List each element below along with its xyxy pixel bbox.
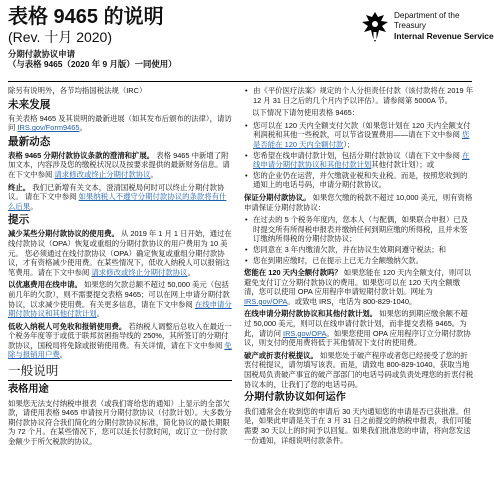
revision-date: (Rev. 十月 2020) xyxy=(8,29,112,45)
do-not-use-list xyxy=(244,121,474,190)
guaranteed-list xyxy=(244,215,474,265)
header-divider xyxy=(8,81,472,82)
link-modify-terminate-2[interactable]: 请求修改或终止分期付款协议 xyxy=(91,267,188,277)
irs-logo xyxy=(360,8,494,52)
how-it-works-paragraph: 我们通常会在收到您的申请后 30 天内通知您的申请是否已获批准。但是，如果此申请是关于在 3 月 31 日之前提交的纳税申报表，我们可能需要 30 天以上的时间予以回复。如果我们批准您的申请，将向您发送一份通知，详细说明付款条件。 xyxy=(244,406,472,445)
heading-general-instructions: 一般说明 xyxy=(8,364,232,381)
link-consequences[interactable]: 如果纳税人不遵守分期付款协议的条款将有什么后果 xyxy=(8,192,227,211)
list-item: • 在过去的 5 个税务年度内，您本人（与配偶，如果联合申报）已及时提交所有所得税申报表并缴纳任何到期应缴的所得税，且并未签订缴纳所得税的分期付款协议； xyxy=(253,215,474,244)
termination-paragraph: 终止。 我们已新增有关文本，澄清国税局何时可以终止分期付款协议。 请在下文中参阅 如果纳税人不遵守分期付款协议的条款将有什么后果。 xyxy=(8,182,227,211)
link-apply-online[interactable]: 在线申请分期付款协议和其他付款计划 xyxy=(8,299,232,319)
heading-purpose-of-form: 表格用途 xyxy=(8,384,49,396)
logo-text xyxy=(394,11,494,41)
list-item: • 您的企业仍在运营，并欠缴就业税和失业税。而是，按照您收到的通知上的电话号码，申请分期付款协议。 xyxy=(253,171,474,190)
document-header xyxy=(8,6,308,69)
list-item: • 您希望在线申请付款计划，包括分期付款协议（请在下文中参阅 在线申请分期付款协议和其他付款计划其他付款计划）；或 xyxy=(253,151,474,170)
heading-reminders: 提示 xyxy=(8,214,30,227)
link-irs-opa[interactable]: IRS.gov/OPA xyxy=(244,296,288,306)
online-plan-paragraph: 在线申请分期付款协议和其他付款计划。 如果您的到期应缴余额不超过 50,000 美元，则可以在线申请付款计划，而非提交表格 9465。为此，请访问 IRS.gov/OPA。如果您使用 OPA 应用程序订立分期付款协议，则支付的使用费将低于其他情况下支付的使用费。 xyxy=(244,309,471,348)
document-title: 表格 9465 的说明 xyxy=(8,6,164,28)
logo-line-department: Department of the xyxy=(394,11,460,20)
link-irs-opa-2[interactable]: IRS.gov/OPA xyxy=(283,328,327,338)
apply-online-paragraph: 以优惠费用在线申请。 如果您的欠款总额不超过 50,000 美元（包括前几年的欠款），则不需要提交表格 9465；可以在网上申请分期付款协议，以求减少使用费。有关更多信息，请在下文中参阅 在线申请分期付款协议和其他付款计划。 xyxy=(8,280,232,319)
pay-120-days-paragraph: 您能在 120 天内全额付款吗？ 如果您能在 120 天内全额支付，则可以避免支付订立分期付款协议的费用。如果您可以在 120 天内全额缴清，您可以使用 OPA 应用程序申请短期付款计划。网址为 IRS.gov/OPA。或致电 IRS，电话为 800-829-1040。 xyxy=(244,268,472,306)
heading-how-it-works: 分期付款协议如何运作 xyxy=(244,392,346,404)
link-apply-online-2[interactable]: 在线申请分期付款协议和其他付款计划 xyxy=(253,150,470,170)
bankruptcy-paragraph: 破产或折衷付税提议。 如果您处于破产程序或者您已经接受了您的折衷付税提议，请勿填写该表。而是，请致电 800-829-1040。获取当地国税局负责破产事宜的破产部部门的电话号码或负责处理您的折衷付税协议本的，让我们了您的电话号码。 xyxy=(244,350,474,389)
purpose-paragraph: 如果您无法支付纳税申报表（或我们寄给您的通知）上显示的全部欠款，请使用表格 9465 申请按月分期付款协议（付款计划）。大多数分期付款协议符合我们简化的分期付款协议标准，简化协议的最长期限为 72 个月。在某些情况下，您可以延长付款时间，或订立一份付款金额少于所欠税款的协议。 xyxy=(8,398,232,446)
treasury-eagle-icon xyxy=(360,10,390,44)
form-subtitle: 分期付款协议申请 xyxy=(8,49,75,59)
right-column xyxy=(244,86,474,478)
list-item: • 由《平价医疗法案》规定的个人分担责任付款（该付款将在 2019 年 12 月 31 日之后的几个月内予以评估）。请参阅第 5000A 节。 xyxy=(253,86,474,105)
reduced-fee-paragraph: 减少某些分期付款协议的使用费。 从 2019 年 1 月 1 日开始，通过在线付款协议（OPA）恢复或重组的分期付款协议的用户费用为 10 美元。 您必须通过在线付款协议（OPA）确定恢复或重组分期付款协议，才有资格减少使用费。在某些情况下，低收入纳税人可以报销这笔费用。请在下文中参阅 请求修改或终止分期付款协议。 xyxy=(8,229,232,277)
list-item: • 您在到期应缴时，已在提示上已无力全额缴纳欠款。 xyxy=(253,256,474,266)
logo-line-irs: Internal Revenue Service xyxy=(394,31,494,41)
heading-future-developments: 未来发展 xyxy=(8,98,51,111)
link-pay-in-120-days[interactable]: 您是否能在 120 天内全额付款 xyxy=(253,130,470,149)
link-irs-form9465[interactable]: IRS.gov/Form9465 xyxy=(17,123,80,133)
low-income-paragraph: 低收入纳税人可免收和报销使用费。 若纳税人调整后总收入在最近一个税务年度等于或低于联邦贫困指导线的 250%，其所签订的分期付款协议，国税局将免除或报销使用费。有关详情，请在下文中参阅 免除与报销用户费。 xyxy=(8,321,232,360)
form-version-note: （与表格 9465（2020 年 9 月版）一同使用） xyxy=(8,59,177,69)
link-modify-terminate[interactable]: 请求修改或终止分期付款协议 xyxy=(54,169,151,179)
clarification-paragraph: 表格 9465 分期付款协议条款的澄清和扩展。 表格 9465 中新增了附加文本，内容涉及您的缴税状况以及按要求提供的最新财务信息。请在下文中参阅 请求修改或终止分期付款协议。 xyxy=(8,150,230,179)
link-fee-waiver[interactable]: 免除与报销用户费 xyxy=(8,340,232,360)
heading-whats-new: 最新动态 xyxy=(8,135,51,148)
do-not-use-intro: 以下情况下请勿使用表格 9465： xyxy=(252,108,360,118)
aca-list xyxy=(244,86,474,105)
guaranteed-paragraph: 保证分期付款协议。 如果您欠缴的税款不超过 10,000 美元，则有资格申请保证分期付款协议： xyxy=(244,192,473,212)
list-item: • 您同意在 3 年内缴清欠款，并在协议生效期间遵守税法；和 xyxy=(253,245,474,255)
logo-line-treasury: Treasury xyxy=(394,21,426,30)
left-column xyxy=(8,86,232,478)
list-item: • 您可以在 120 天内全额支付欠款（如果您计划在 120 天内全额支付利润税和其他一些税款，可以节省设置费用——请在下文中参阅 您是否能在 120 天内全额付款）； xyxy=(253,121,474,150)
future-developments-text: 有关表格 9465 及其说明的最新进展（如其发布后颁布的法律），请访问 IRS.gov/Form9465。 xyxy=(8,113,232,133)
section-reference-note: 除另有说明外，各节均指国税法规（IRC） xyxy=(8,86,147,95)
